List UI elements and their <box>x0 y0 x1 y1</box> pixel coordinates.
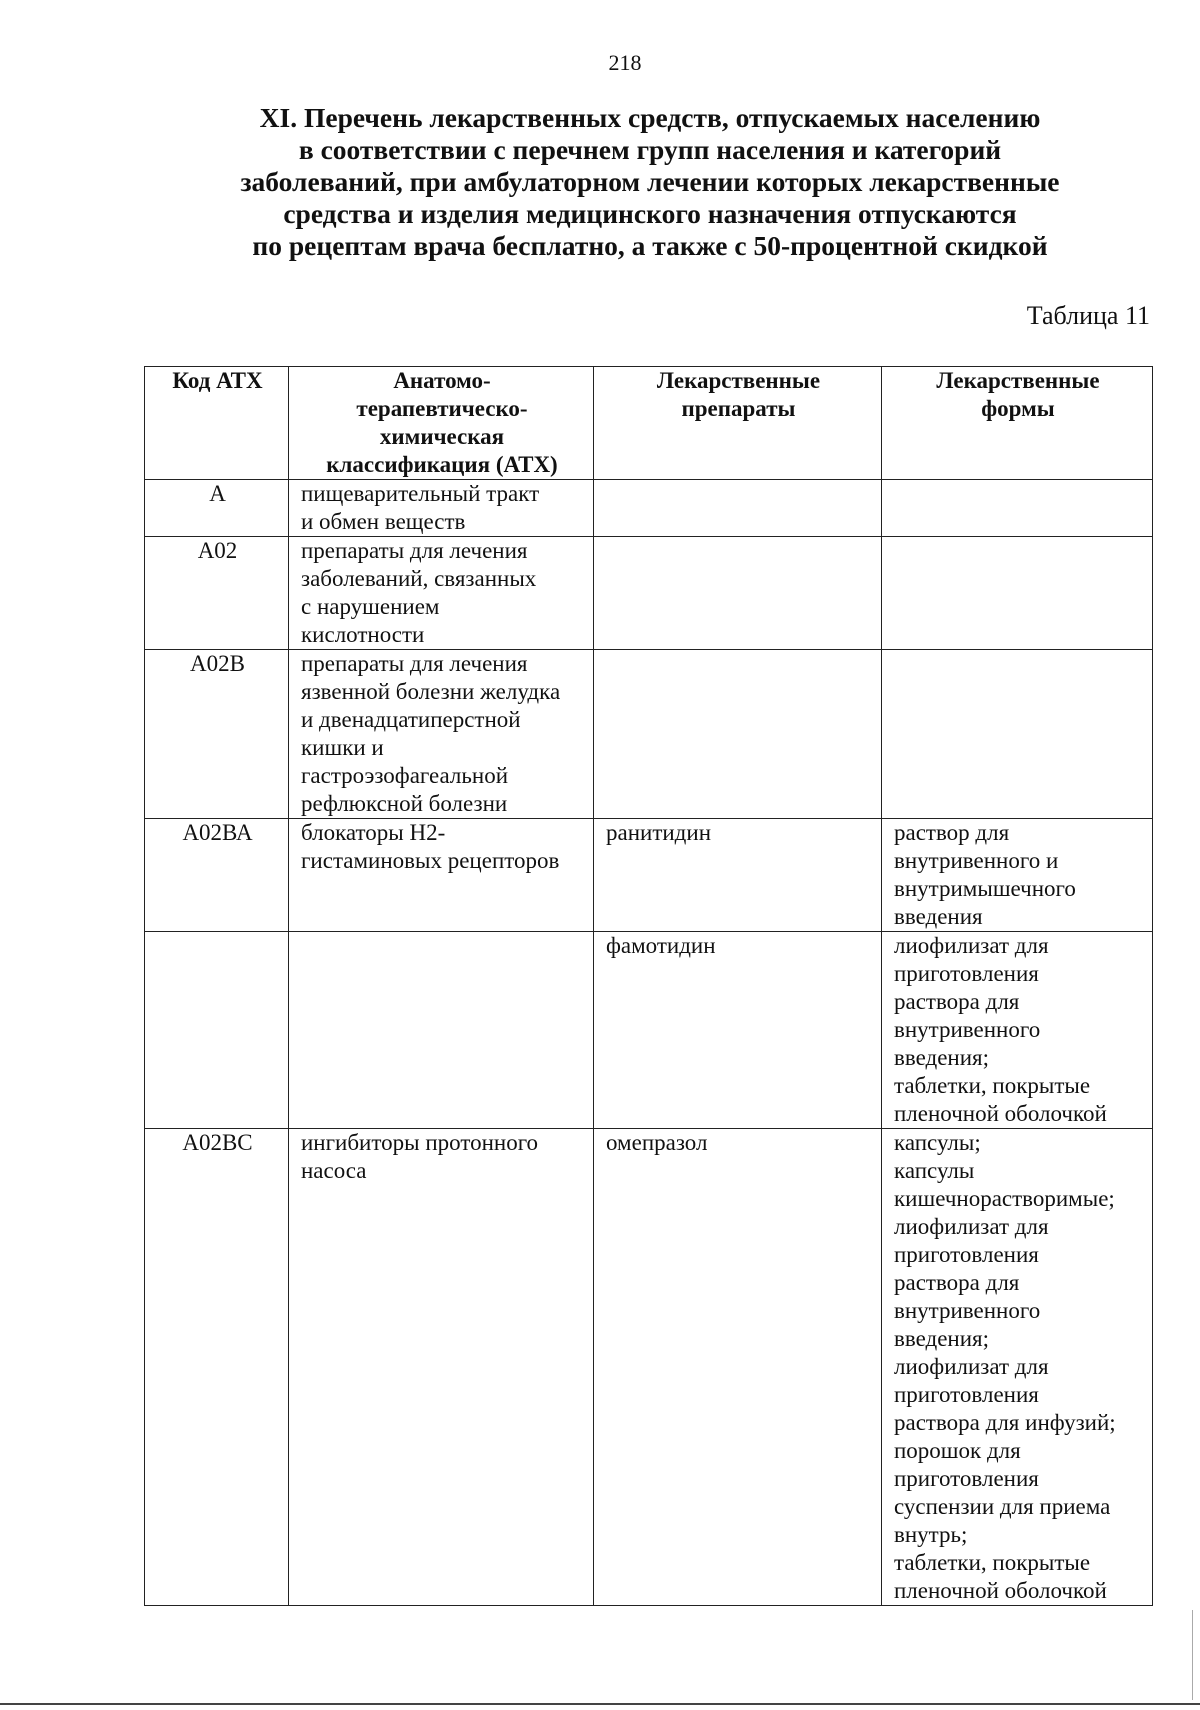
atx-code-cell: А02ВС <box>145 1129 289 1606</box>
page-number: 218 <box>608 50 642 75</box>
drug-cell <box>594 480 882 537</box>
atx-code-cell: А02 <box>145 537 289 650</box>
atx-code-cell: А02В <box>145 650 289 819</box>
table-row <box>145 1129 1153 1606</box>
section-heading <box>160 102 1140 262</box>
drug-cell <box>594 650 882 819</box>
classification-cell: ингибиторы протонного насоса <box>289 1129 594 1606</box>
forms-cell: капсулы; капсулы кишечнорастворимые; лиофилизат для приготовления раствора для внутривенного введения; лиофилизат для приготовления раствора для инфузий; порошок для приготовления суспензии для приема внутрь; таблетки, покрытые пленочной оболочкой <box>882 1129 1153 1606</box>
heading-line: в соответствии с перечнем групп населения и категорий <box>298 134 1002 165</box>
header-atx-code: Код АТХ <box>145 367 289 480</box>
table-row <box>145 480 1153 537</box>
classification-cell: препараты для лечения язвенной болезни желудка и двенадцатиперстной кишки и гастроэзофагеальной рефлюксной болезни <box>289 650 594 819</box>
header-dosage-forms: Лекарственные формы <box>882 367 1153 480</box>
table-row <box>145 932 1153 1129</box>
classification-cell <box>289 932 594 1129</box>
heading-line: по рецептам врача бесплатно, а также с 50-процентной скидкой <box>252 230 1048 261</box>
table-row <box>145 819 1153 932</box>
scan-bottom-edge <box>0 1703 1200 1705</box>
heading-line: заболеваний, при амбулаторном лечении которых лекарственные <box>240 166 1060 197</box>
classification-cell: пищеварительный тракт и обмен веществ <box>289 480 594 537</box>
header-atx-classification: Анатомо- терапевтическо- химическая классификация (АТХ) <box>289 367 594 480</box>
atx-code-cell: А <box>145 480 289 537</box>
table-label: Таблица 11 <box>1026 301 1150 330</box>
drug-cell: омепразол <box>594 1129 882 1606</box>
forms-cell <box>882 480 1153 537</box>
heading-line: XI. Перечень лекарственных средств, отпускаемых населению <box>259 102 1041 133</box>
forms-cell <box>882 650 1153 819</box>
forms-cell: раствор для внутривенного и внутримышечного введения <box>882 819 1153 932</box>
drug-cell <box>594 537 882 650</box>
forms-cell <box>882 537 1153 650</box>
drug-cell: ранитидин <box>594 819 882 932</box>
scan-right-edge <box>1192 1610 1193 1700</box>
classification-cell: препараты для лечения заболеваний, связанных с нарушением кислотности <box>289 537 594 650</box>
header-drugs: Лекарственные препараты <box>594 367 882 480</box>
atx-code-cell: А02ВА <box>145 819 289 932</box>
atx-code-cell <box>145 932 289 1129</box>
heading-line: средства и изделия медицинского назначения отпускаются <box>283 198 1017 229</box>
forms-cell: лиофилизат для приготовления раствора для внутривенного введения; таблетки, покрытые пленочной оболочкой <box>882 932 1153 1129</box>
atx-drug-table <box>144 366 1153 1606</box>
table-row <box>145 537 1153 650</box>
table-row <box>145 650 1153 819</box>
table-header-row <box>145 367 1153 480</box>
drug-cell: фамотидин <box>594 932 882 1129</box>
classification-cell: блокаторы Н2- гистаминовых рецепторов <box>289 819 594 932</box>
